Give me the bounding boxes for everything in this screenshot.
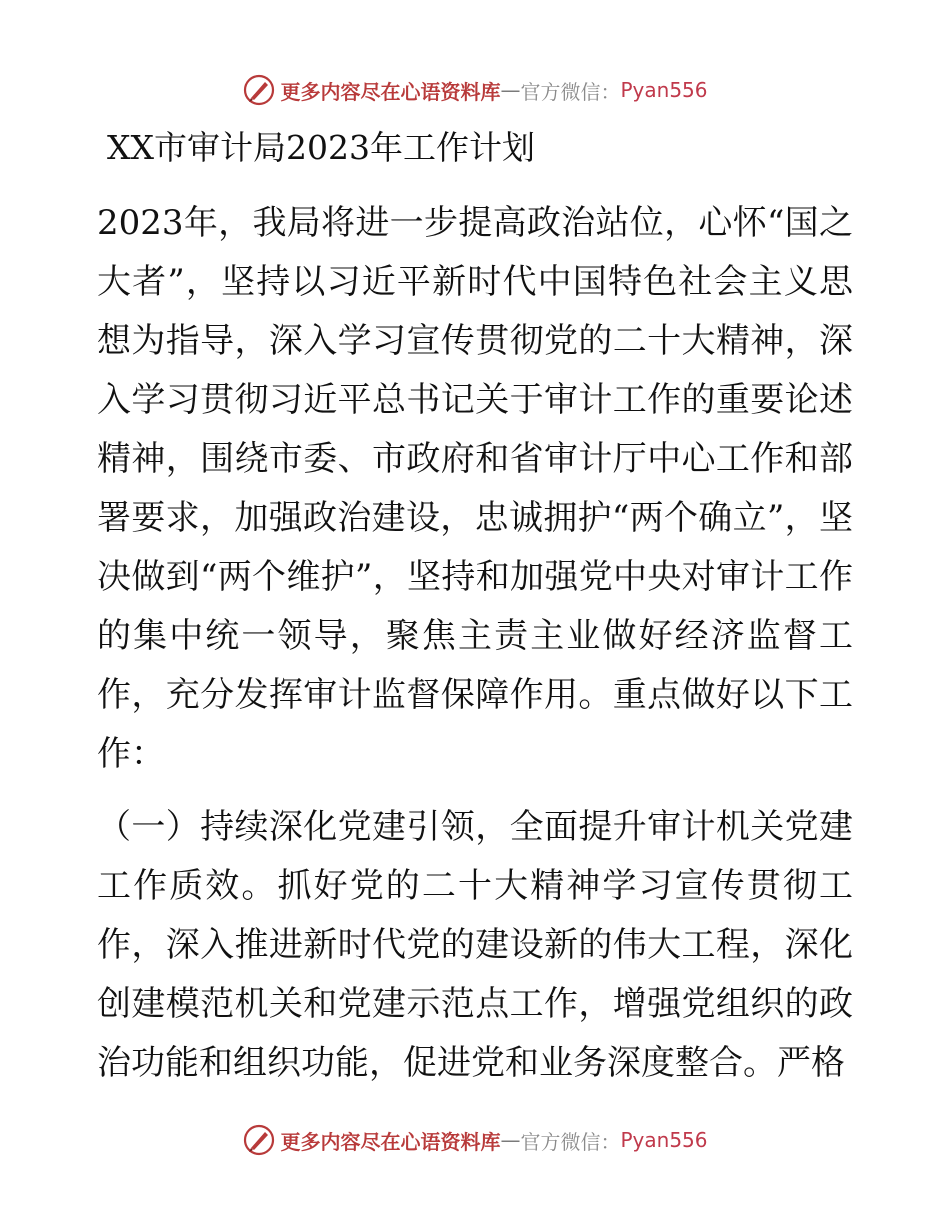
header-watermark bbox=[0, 68, 950, 112]
footer-watermark bbox=[0, 1118, 950, 1162]
quill-logo-icon bbox=[242, 1123, 276, 1157]
watermark-separator: — bbox=[500, 1128, 521, 1152]
watermark-separator: — bbox=[500, 78, 521, 102]
watermark-wechat-id: Pyan556 bbox=[620, 1128, 708, 1152]
watermark-wechat-id: Pyan556 bbox=[620, 78, 708, 102]
watermark-site-text: 更多内容尽在心语资料库 bbox=[280, 79, 501, 104]
watermark-official-label: 官方微信： bbox=[520, 79, 621, 104]
watermark-site-text: 更多内容尽在心语资料库 bbox=[280, 1129, 501, 1154]
watermark-content bbox=[242, 1123, 707, 1157]
watermark-content bbox=[242, 73, 707, 107]
paragraph-section-1: （一）持续深化党建引领，全面提升审计机关党建工作质效。抓好党的二十大精神学习宣传贯彻工作，深入推进新时代党的建设新的伟大工程，深化创建模范机关和党建示范点工作，增强党组织的政治功能和组织功能，促进党和业务深度整合。严格 bbox=[97, 807, 853, 1083]
document-body bbox=[97, 194, 853, 1093]
quill-logo-icon bbox=[242, 73, 276, 107]
paragraph-intro: 2023年，我局将进一步提高政治站位，心怀“国之大者”，坚持以习近平新时代中国特色社会主义思想为指导，深入学习宣传贯彻党的二十大精神，深入学习贯彻习近平总书记关于审计工作的重要论述精神，围绕市委、市政府和省审计厅中心工作和部署要求，加强政治建设，忠诚拥护“两个确立”，坚决做到“两个维护”，坚持和加强党中央对审计工作的集中统一领导，聚焦主责主业做好经济监督工作，充分发挥审计监督保障作用。重点做好以下工作： bbox=[97, 203, 853, 774]
watermark-official-label: 官方微信： bbox=[520, 1129, 621, 1154]
document-title: XX市审计局2023年工作计划 bbox=[107, 128, 535, 167]
